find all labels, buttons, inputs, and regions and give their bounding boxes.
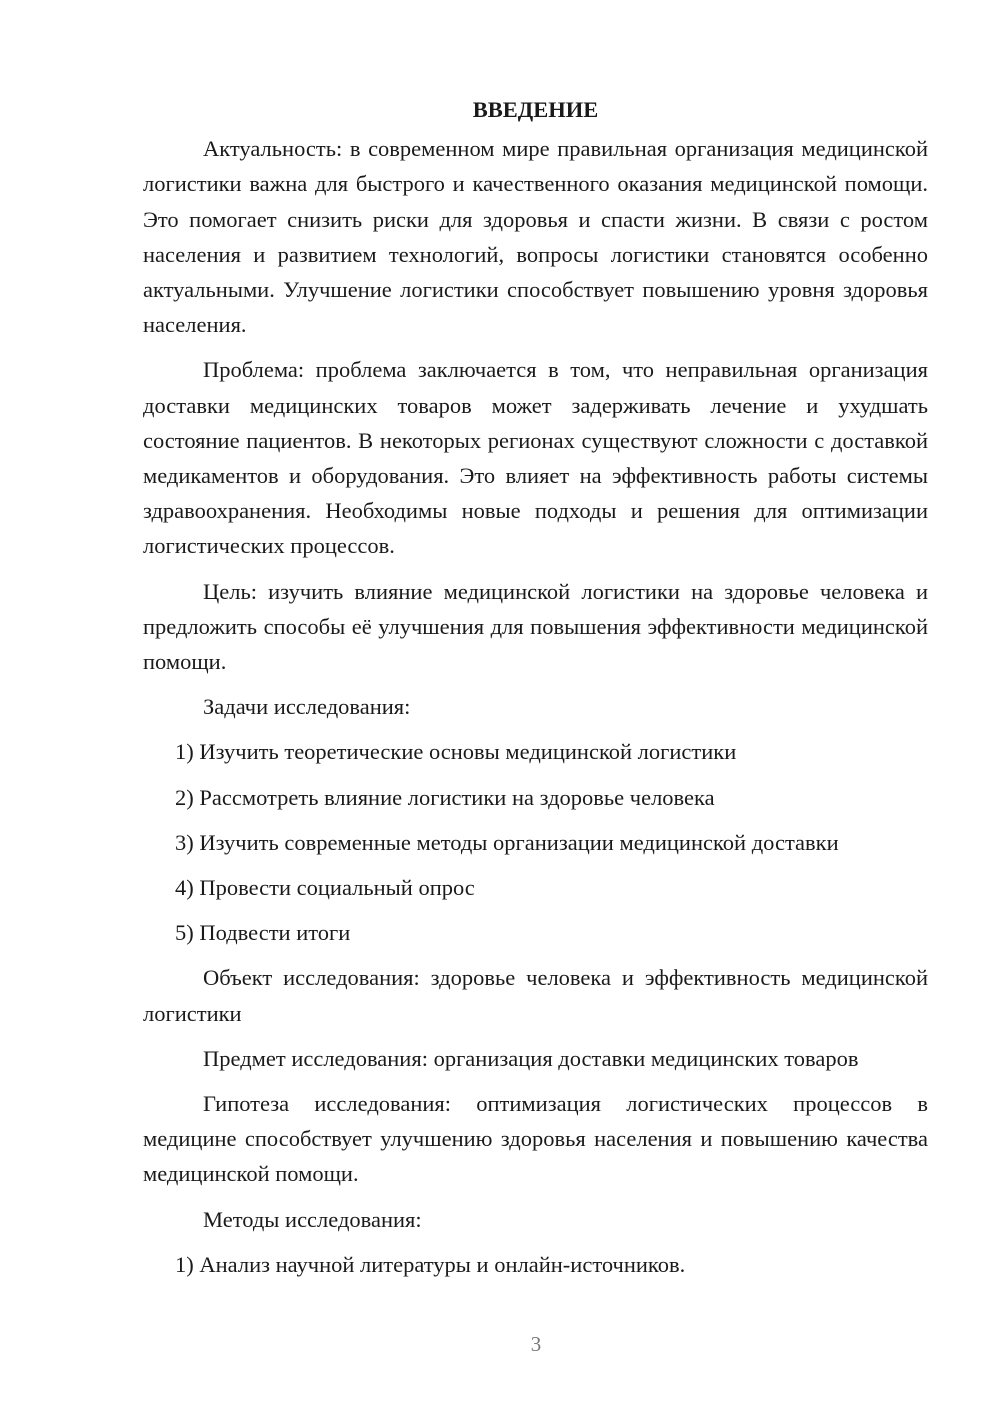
subject-paragraph: Предмет исследования: организация доставки медицинских товаров: [203, 1045, 859, 1071]
section-title: ВВЕДЕНИЕ: [472, 97, 599, 122]
relevance-paragraph: Актуальность: в современном мире правильная организация медицинской логистики важна для быстрого и качественного оказания медицинской помощи. Это помогает снизить риски для здоровья и спасти жизни. В связи с ростом населения и развитием технологий, вопросы логистики становятся особенно актуальными. Улучшение логистики способствует повышению уровня здоровья населения.: [143, 136, 928, 338]
problem-paragraph: Проблема: проблема заключается в том, что неправильная организация доставки медицинских товаров может задерживать лечение и ухудшать состояние пациентов. В некоторых регионах существуют сложности с доставкой медикаментов и оборудования. Это влияет на эффективность работы системы здравоохранения. Необходимы новые подходы и решения для оптимизации логистических процессов.: [143, 357, 928, 559]
document-body: [143, 92, 928, 1292]
goal-paragraph: Цель: изучить влияние медицинской логистики на здоровье человека и предложить способы её улучшения для повышения эффективности медицинской помощи.: [143, 578, 928, 675]
tasks-heading: Задачи исследования:: [203, 694, 411, 720]
task-item: 5) Подвести итоги: [175, 920, 351, 946]
hypothesis-paragraph: Гипотеза исследования: оптимизация логистических процессов в медицине способствует улучшению здоровья населения и повышению качества медицинской помощи.: [143, 1091, 928, 1187]
task-item: 3) Изучить современные методы организации медицинской доставки: [175, 829, 839, 855]
method-item: 1) Анализ научной литературы и онлайн-источников.: [175, 1251, 686, 1277]
object-paragraph: Объект исследования: здоровье человека и эффективность медицинской логистики: [143, 965, 928, 1026]
task-item: 1) Изучить теоретические основы медицинской логистики: [175, 739, 737, 765]
methods-heading: Методы исследования:: [203, 1206, 422, 1232]
page-number: 3: [530, 1332, 542, 1356]
task-item: 2) Рассмотреть влияние логистики на здоровье человека: [175, 784, 715, 810]
task-item: 4) Провести социальный опрос: [175, 875, 475, 901]
